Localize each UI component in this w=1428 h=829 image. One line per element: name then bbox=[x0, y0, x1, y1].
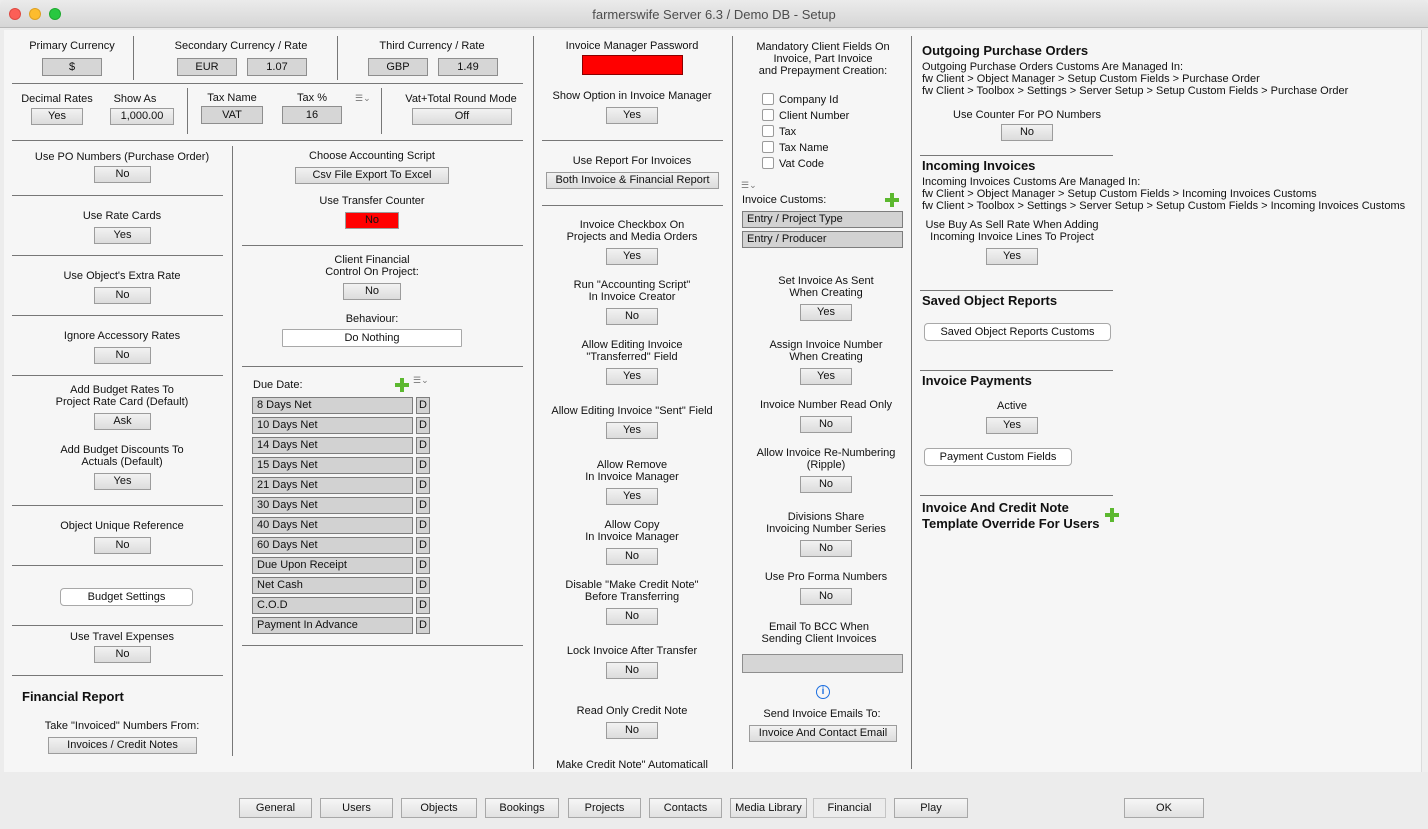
bcc-email-field[interactable] bbox=[742, 654, 903, 673]
due-date-item[interactable]: 40 Days Net bbox=[252, 517, 413, 534]
allow-remove-label-1: Allow Remove bbox=[596, 459, 668, 471]
disable-credit-label-1: Disable "Make Credit Note" bbox=[565, 579, 699, 591]
options-menu-icon[interactable]: ☰⌄ bbox=[355, 93, 371, 103]
divider bbox=[920, 370, 1113, 371]
mandatory-field-label: Company Id bbox=[779, 94, 839, 106]
override-title-2: Template Override For Users bbox=[922, 516, 1100, 531]
primary-currency-label: Primary Currency bbox=[29, 40, 115, 52]
lock-invoice-button[interactable]: No bbox=[606, 662, 658, 679]
vat-round-button[interactable]: Off bbox=[412, 108, 512, 125]
mandatory-field-label: Client Number bbox=[779, 110, 850, 122]
edit-transferred-button[interactable]: Yes bbox=[606, 368, 658, 385]
report-for-invoices-button[interactable]: Both Invoice & Financial Report bbox=[546, 172, 719, 189]
run-script-label-1: Run "Accounting Script" bbox=[573, 279, 691, 291]
divider bbox=[242, 645, 523, 646]
report-for-invoices-label: Use Report For Invoices bbox=[572, 155, 692, 167]
purchase-orders-title: Outgoing Purchase Orders bbox=[922, 43, 1089, 58]
edit-sent-button[interactable]: Yes bbox=[606, 422, 658, 439]
budget-rates-button[interactable]: Ask bbox=[94, 413, 151, 430]
add-invoice-custom-icon[interactable] bbox=[885, 193, 899, 207]
renumbering-label-2: (Ripple) bbox=[806, 459, 846, 471]
renumbering-button[interactable]: No bbox=[800, 476, 852, 493]
mandatory-title-1: Mandatory Client Fields On bbox=[756, 41, 890, 53]
edit-transferred-label-1: Allow Editing Invoice bbox=[581, 339, 683, 351]
mandatory-fields-list bbox=[762, 93, 902, 173]
tab-bookings[interactable]: Bookings bbox=[485, 798, 559, 818]
tab-media-library[interactable]: Media Library bbox=[730, 798, 807, 818]
tab-users[interactable]: Users bbox=[320, 798, 393, 818]
invoice-password-label: Invoice Manager Password bbox=[565, 40, 699, 52]
accounting-script-button[interactable]: Csv File Export To Excel bbox=[295, 167, 449, 184]
lock-invoice-label: Lock Invoice After Transfer bbox=[566, 645, 698, 657]
show-as-button[interactable]: 1,000.00 bbox=[110, 108, 174, 125]
divider bbox=[911, 36, 912, 769]
window-title: farmerswife Server 6.3 / Demo DB - Setup bbox=[592, 7, 836, 22]
send-emails-button[interactable]: Invoice And Contact Email bbox=[749, 725, 897, 742]
divider bbox=[12, 140, 523, 141]
due-date-menu-icon[interactable]: ☰⌄ bbox=[413, 375, 429, 385]
due-date-delete-button[interactable]: D bbox=[416, 497, 430, 514]
due-date-delete-button[interactable]: D bbox=[416, 457, 430, 474]
divider bbox=[12, 255, 223, 256]
client-financial-label-2: Control On Project: bbox=[325, 266, 419, 278]
info-icon[interactable]: i bbox=[816, 685, 830, 699]
due-date-delete-button[interactable]: D bbox=[416, 577, 430, 594]
customs-menu-icon[interactable]: ☰⌄ bbox=[741, 180, 757, 190]
due-date-item[interactable]: 15 Days Net bbox=[252, 457, 413, 474]
payments-active-button[interactable]: Yes bbox=[986, 417, 1038, 434]
extra-rate-button[interactable]: No bbox=[94, 287, 151, 304]
tab-objects[interactable]: Objects bbox=[401, 798, 477, 818]
po-counter-label: Use Counter For PO Numbers bbox=[953, 109, 1101, 121]
secondary-currency-rate[interactable]: 1.07 bbox=[247, 58, 307, 76]
allow-remove-label-2: In Invoice Manager bbox=[585, 471, 679, 483]
budget-discounts-button[interactable]: Yes bbox=[94, 473, 151, 490]
travel-expenses-label: Use Travel Expenses bbox=[70, 631, 174, 643]
bcc-label-2: Sending Client Invoices bbox=[761, 633, 877, 645]
buy-as-sell-button[interactable]: Yes bbox=[986, 248, 1038, 265]
due-date-label: Due Date: bbox=[253, 379, 303, 391]
buy-as-sell-label-1: Use Buy As Sell Rate When Adding bbox=[925, 219, 1099, 231]
allow-copy-label-1: Allow Copy bbox=[604, 519, 660, 531]
po-customs-line-3: fw Client > Toolbox > Settings > Server Setup > Setup Custom Fields > Purchase Order bbox=[922, 85, 1349, 97]
tab-financial[interactable]: Financial bbox=[813, 798, 886, 818]
read-only-credit-label: Read Only Credit Note bbox=[576, 705, 688, 717]
unique-reference-button[interactable]: No bbox=[94, 537, 151, 554]
renumbering-label-1: Allow Invoice Re-Numbering bbox=[756, 447, 896, 459]
budget-discounts-label-1: Add Budget Discounts To bbox=[60, 444, 184, 456]
client-financial-button[interactable]: No bbox=[343, 283, 401, 300]
invoice-custom-item[interactable]: Entry / Project Type bbox=[742, 211, 903, 228]
disable-credit-label-2: Before Transferring bbox=[584, 591, 680, 603]
behaviour-label: Behaviour: bbox=[345, 313, 399, 325]
invoice-checkbox-button[interactable]: Yes bbox=[606, 248, 658, 265]
use-po-numbers-button[interactable]: No bbox=[94, 166, 151, 183]
vat-round-label: Vat+Total Round Mode bbox=[405, 93, 517, 105]
due-date-item[interactable]: 10 Days Net bbox=[252, 417, 413, 434]
accounting-script-label: Choose Accounting Script bbox=[309, 150, 435, 162]
divider bbox=[337, 36, 338, 80]
extra-rate-label: Use Object's Extra Rate bbox=[63, 270, 181, 282]
inc-customs-line-1: Incoming Invoices Customs Are Managed In: bbox=[922, 176, 1141, 188]
budget-rates-label-1: Add Budget Rates To bbox=[70, 384, 174, 396]
number-read-only-label: Invoice Number Read Only bbox=[759, 399, 893, 411]
due-date-delete-button[interactable]: D bbox=[416, 597, 430, 614]
show-option-label: Show Option in Invoice Manager bbox=[552, 90, 712, 102]
travel-expenses-button[interactable]: No bbox=[94, 646, 151, 663]
mandatory-field-checkbox[interactable] bbox=[762, 93, 774, 105]
invoice-password-field[interactable] bbox=[582, 55, 683, 75]
third-currency-value[interactable]: GBP bbox=[368, 58, 428, 76]
po-customs-line-2: fw Client > Object Manager > Setup Custom Fields > Purchase Order bbox=[922, 73, 1260, 85]
divider bbox=[381, 88, 382, 134]
due-date-list bbox=[252, 397, 432, 637]
mandatory-field-label: Tax bbox=[779, 126, 797, 138]
payments-active-label: Active bbox=[997, 400, 1027, 412]
assign-number-label-1: Assign Invoice Number bbox=[769, 339, 883, 351]
inc-customs-line-3: fw Client > Toolbox > Settings > Server Setup > Setup Custom Fields > Incoming Invoices Customs bbox=[922, 200, 1406, 212]
mandatory-field-label: Tax Name bbox=[779, 142, 829, 154]
mandatory-field-checkbox[interactable] bbox=[762, 109, 774, 121]
divider bbox=[232, 146, 233, 756]
mandatory-field-checkbox[interactable] bbox=[762, 141, 774, 153]
tax-percent-value[interactable]: 16 bbox=[282, 106, 342, 124]
divider bbox=[920, 495, 1113, 496]
due-date-item[interactable]: Due Upon Receipt bbox=[252, 557, 413, 574]
budget-discounts-label-2: Actuals (Default) bbox=[81, 456, 163, 468]
assign-number-button[interactable]: Yes bbox=[800, 368, 852, 385]
decimal-rates-label: Decimal Rates bbox=[21, 93, 93, 105]
due-date-delete-button[interactable]: D bbox=[416, 437, 430, 454]
due-date-item[interactable]: 14 Days Net bbox=[252, 437, 413, 454]
divider bbox=[242, 245, 523, 246]
tax-name-value[interactable]: VAT bbox=[201, 106, 263, 124]
due-date-item[interactable]: 30 Days Net bbox=[252, 497, 413, 514]
invoice-checkbox-label-2: Projects and Media Orders bbox=[566, 231, 698, 243]
vertical-scrollbar[interactable] bbox=[1421, 30, 1428, 772]
divider bbox=[12, 83, 523, 84]
inc-customs-line-2: fw Client > Object Manager > Setup Custom Fields > Incoming Invoices Customs bbox=[922, 188, 1317, 200]
number-read-only-button[interactable]: No bbox=[800, 416, 852, 433]
assign-number-label-2: When Creating bbox=[789, 351, 863, 363]
disable-credit-button[interactable]: No bbox=[606, 608, 658, 625]
use-po-numbers-label: Use PO Numbers (Purchase Order) bbox=[34, 151, 210, 163]
transfer-counter-button[interactable]: No bbox=[345, 212, 399, 229]
third-currency-label: Third Currency / Rate bbox=[379, 40, 485, 52]
divider bbox=[920, 155, 1113, 156]
show-as-label: Show As bbox=[113, 93, 157, 105]
primary-currency-value[interactable]: $ bbox=[42, 58, 102, 76]
due-date-delete-button[interactable]: D bbox=[416, 397, 430, 414]
transfer-counter-label: Use Transfer Counter bbox=[319, 195, 425, 207]
third-currency-rate[interactable]: 1.49 bbox=[438, 58, 498, 76]
due-date-delete-button[interactable]: D bbox=[416, 557, 430, 574]
title-bar bbox=[0, 0, 1428, 28]
tax-name-label: Tax Name bbox=[207, 92, 257, 104]
mandatory-field-label: Vat Code bbox=[779, 158, 825, 170]
divider bbox=[12, 625, 223, 626]
divider bbox=[12, 505, 223, 506]
pro-forma-button[interactable]: No bbox=[800, 588, 852, 605]
divider bbox=[187, 88, 188, 134]
due-date-item[interactable]: Net Cash bbox=[252, 577, 413, 594]
mandatory-field-checkbox[interactable] bbox=[762, 157, 774, 169]
set-sent-label-1: Set Invoice As Sent bbox=[778, 275, 874, 287]
budget-rates-label-2: Project Rate Card (Default) bbox=[55, 396, 189, 408]
tab-play[interactable]: Play bbox=[894, 798, 968, 818]
saved-reports-button[interactable]: Saved Object Reports Customs bbox=[924, 323, 1111, 341]
budget-settings-button[interactable]: Budget Settings bbox=[60, 588, 193, 606]
read-only-credit-button[interactable]: No bbox=[606, 722, 658, 739]
invoice-payments-title: Invoice Payments bbox=[922, 373, 1032, 388]
invoiced-numbers-label: Take "Invoiced" Numbers From: bbox=[44, 720, 200, 732]
tab-general[interactable]: General bbox=[239, 798, 312, 818]
mandatory-title-3: and Prepayment Creation: bbox=[758, 65, 888, 77]
due-date-delete-button[interactable]: D bbox=[416, 517, 430, 534]
incoming-invoices-title: Incoming Invoices bbox=[922, 158, 1036, 173]
show-option-button[interactable]: Yes bbox=[606, 107, 658, 124]
tab-projects[interactable]: Projects bbox=[568, 798, 641, 818]
run-script-button[interactable]: No bbox=[606, 308, 658, 325]
divider bbox=[533, 36, 534, 769]
divider bbox=[12, 375, 223, 376]
ignore-accessory-label: Ignore Accessory Rates bbox=[63, 330, 181, 342]
divider bbox=[732, 36, 733, 769]
secondary-currency-value[interactable]: EUR bbox=[177, 58, 237, 76]
ignore-accessory-button[interactable]: No bbox=[94, 347, 151, 364]
send-emails-label: Send Invoice Emails To: bbox=[763, 708, 881, 720]
buy-as-sell-label-2: Incoming Invoice Lines To Project bbox=[930, 231, 1094, 243]
po-counter-button[interactable]: No bbox=[1001, 124, 1053, 141]
due-date-item[interactable]: 8 Days Net bbox=[252, 397, 413, 414]
set-sent-button[interactable]: Yes bbox=[800, 304, 852, 321]
due-date-item[interactable]: Payment In Advance bbox=[252, 617, 413, 634]
due-date-item[interactable]: 21 Days Net bbox=[252, 477, 413, 494]
ok-button[interactable]: OK bbox=[1124, 798, 1204, 818]
override-title-1: Invoice And Credit Note bbox=[922, 500, 1069, 515]
due-date-item[interactable]: 60 Days Net bbox=[252, 537, 413, 554]
divisions-label-2: Invoicing Number Series bbox=[766, 523, 886, 535]
divider bbox=[12, 195, 223, 196]
allow-remove-button[interactable]: Yes bbox=[606, 488, 658, 505]
tax-percent-label: Tax % bbox=[297, 92, 327, 104]
decimal-rates-button[interactable]: Yes bbox=[31, 108, 83, 125]
invoiced-numbers-button[interactable]: Invoices / Credit Notes bbox=[48, 737, 197, 754]
unique-reference-label: Object Unique Reference bbox=[60, 520, 184, 532]
pro-forma-label: Use Pro Forma Numbers bbox=[764, 571, 888, 583]
po-customs-line-1: Outgoing Purchase Orders Customs Are Managed In: bbox=[922, 61, 1184, 73]
allow-copy-button[interactable]: No bbox=[606, 548, 658, 565]
mandatory-title-2: Invoice, Part Invoice bbox=[773, 53, 873, 65]
divisions-button[interactable]: No bbox=[800, 540, 852, 557]
invoice-customs-list bbox=[742, 211, 903, 251]
financial-report-title: Financial Report bbox=[22, 689, 124, 704]
divider bbox=[133, 36, 134, 80]
divider bbox=[12, 675, 223, 676]
allow-copy-label-2: In Invoice Manager bbox=[585, 531, 679, 543]
invoice-checkbox-label-1: Invoice Checkbox On bbox=[579, 219, 685, 231]
add-override-icon[interactable] bbox=[1105, 508, 1119, 522]
client-financial-label-1: Client Financial bbox=[334, 254, 410, 266]
behaviour-select[interactable]: Do Nothing bbox=[282, 329, 462, 347]
add-due-date-icon[interactable] bbox=[395, 378, 409, 392]
invoice-customs-label: Invoice Customs: bbox=[742, 194, 827, 206]
bcc-label-1: Email To BCC When bbox=[768, 621, 870, 633]
use-rate-cards-button[interactable]: Yes bbox=[94, 227, 151, 244]
due-date-delete-button[interactable]: D bbox=[416, 617, 430, 634]
due-date-item[interactable]: C.O.D bbox=[252, 597, 413, 614]
run-script-label-2: In Invoice Creator bbox=[588, 291, 676, 303]
divider bbox=[12, 315, 223, 316]
due-date-delete-button[interactable]: D bbox=[416, 477, 430, 494]
due-date-delete-button[interactable]: D bbox=[416, 537, 430, 554]
mandatory-field-checkbox[interactable] bbox=[762, 125, 774, 137]
divider bbox=[542, 205, 723, 206]
saved-reports-title: Saved Object Reports bbox=[922, 293, 1058, 308]
divider bbox=[542, 140, 723, 141]
divider bbox=[242, 366, 523, 367]
payment-custom-fields-button[interactable]: Payment Custom Fields bbox=[924, 448, 1072, 466]
set-sent-label-2: When Creating bbox=[789, 287, 863, 299]
invoice-custom-item[interactable]: Entry / Producer bbox=[742, 231, 903, 248]
divider bbox=[12, 565, 223, 566]
tab-contacts[interactable]: Contacts bbox=[649, 798, 722, 818]
use-rate-cards-label: Use Rate Cards bbox=[82, 210, 162, 222]
edit-transferred-label-2: "Transferred" Field bbox=[586, 351, 678, 363]
divider bbox=[920, 290, 1113, 291]
edit-sent-label: Allow Editing Invoice "Sent" Field bbox=[551, 405, 713, 417]
secondary-currency-label: Secondary Currency / Rate bbox=[174, 40, 308, 52]
divisions-label-1: Divisions Share bbox=[787, 511, 865, 523]
due-date-delete-button[interactable]: D bbox=[416, 417, 430, 434]
make-credit-auto-label: Make Credit Note" Automaticall bbox=[556, 759, 708, 771]
